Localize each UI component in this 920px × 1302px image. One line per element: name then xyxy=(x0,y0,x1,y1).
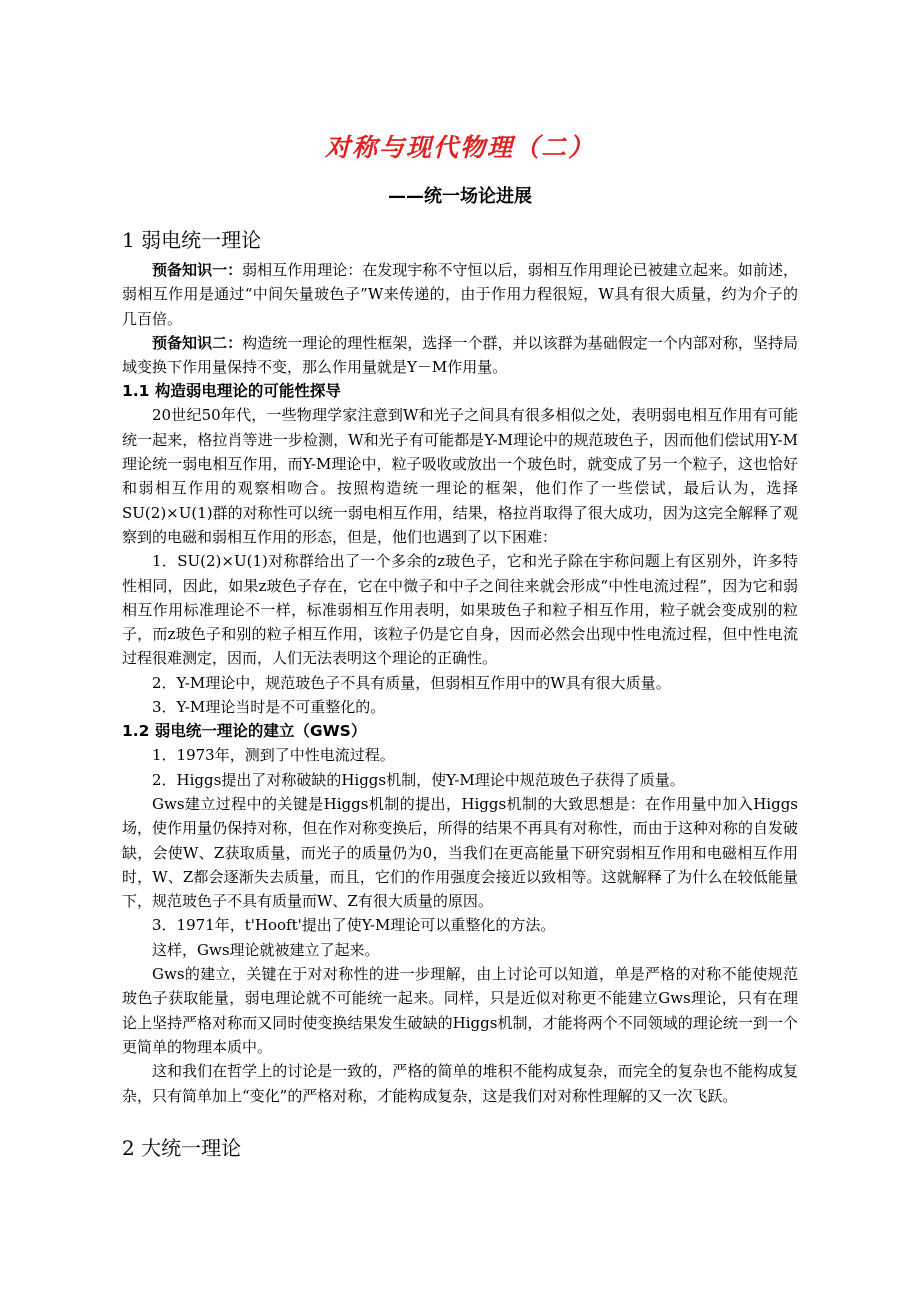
prep-knowledge-1-text: 弱相互作用理论：在发现宇称不守恒以后，弱相互作用理论已被建立起来。如前述，弱相互作用是通过“中间矢量玻色子”W来传递的，由于作用力程很短，W具有很大质量，约为介子的几百倍。 xyxy=(122,261,798,328)
prep-knowledge-2 xyxy=(122,331,798,380)
page-title: 对称与现代物理（二） xyxy=(324,133,595,162)
prep-knowledge-1 xyxy=(122,258,798,331)
subsection-1-2-heading: 1.2 弱电统一理论的建立（GWS） xyxy=(122,722,367,741)
paragraph: 2．Higgs提出了对称破缺的Higgs机制，使Y-M理论中规范玻色子获得了质量。 xyxy=(152,770,685,789)
section-1-heading: 1 弱电统一理论 xyxy=(122,228,262,252)
paragraph: 1．SU(2)×U(1)对称群给出了一个多余的z玻色子，它和光子除在宇称问题上有区别外，许多特性相同，因此，如果z玻色子存在，它在中微子和中子之间往来就会形成“中性电流过程”，因为它和弱相互作用标准理论不一样，标准弱相互作用表明，如果玻色子和粒子相互作用，粒子就会变成别的粒子，而z玻色子和别的粒子相互作用，该粒子仍是它自身，因而必然会出现中性电流过程，但中性电流过程很难测定，因而，人们无法表明这个理论的正确性。 xyxy=(122,552,798,668)
prep-knowledge-2-lead: 预备知识二： xyxy=(152,333,243,352)
paragraph: 20世纪50年代，一些物理学家注意到W和光子之间具有很多相似之处，表明弱电相互作用有可能统一起来，格拉肖等进一步检测，W和光子有可能都是Y-M理论中的规范玻色子，因而他们偿试用Y-M理论统一弱电相互作用，而Y-M理论中，粒子吸收或放出一个玻色时，就变成了另一个粒子，这也恰好和弱相互作用的观察相吻合。按照构造统一理论的框架，他们作了一些偿试，最后认为，选择SU(2)×U(1)群的对称性可以统一弱电相互作用，结果，格拉肖取得了很大成功，因为这完全解释了观察到的电磁和弱相互作用的形态，但是，他们也遇到了以下困难： xyxy=(122,406,798,546)
paragraph: 2．Y-M理论中，规范玻色子不具有质量，但弱相互作用中的W具有很大质量。 xyxy=(152,673,671,692)
paragraph: Gws的建立，关键在于对对称性的进一步理解，由上讨论可以知道，单是严格的对称不能使规范玻色子获取能量，弱电理论就不可能统一起来。同样，只是近似对称更不能建立Gws理论，只有在理论上坚持严格对称而又同时使变换结果发生破缺的Higgs机制，才能将两个不同领域的理论统一到一个更简单的物理本质中。 xyxy=(122,965,798,1056)
paragraph: 3．1971年，t'Hooft'提出了使Y-M理论可以重整化的方法。 xyxy=(152,916,556,935)
subsection-1-1-heading: 1.1 构造弱电理论的可能性探导 xyxy=(122,382,341,401)
paragraph: 3．Y-M理论当时是不可重整化的。 xyxy=(152,698,386,717)
prep-knowledge-1-lead: 预备知识一： xyxy=(152,261,243,279)
paragraph: 这和我们在哲学上的讨论是一致的，严格的简单的堆积不能构成复杂，而完全的复杂也不能构成复杂，只有简单加上“变化”的严格对称，才能构成复杂，这是我们对对称性理解的又一次飞跃。 xyxy=(122,1062,798,1105)
document-body xyxy=(122,226,798,1166)
paragraph: 1．1973年，测到了中性电流过程。 xyxy=(152,746,395,765)
prep-knowledge-2-text: 构造统一理论的理性框架，选择一个群，并以该群为基础假定一个内部对称，坚持局域变换下作用量保持不变，那么作用量就是Y－M作用量。 xyxy=(122,333,798,377)
page-subtitle: ——统一场论进展 xyxy=(388,186,532,207)
paragraph: Gws建立过程中的关键是Higgs机制的提出，Higgs机制的大致思想是：在作用量中加入Higgs场，使作用量仍保持对称，但在作对称变换后，所得的结果不再具有对称性，而由于这种对称的自发破缺，会使W、Z获取质量，而光子的质量仍为0，当我们在更高能量下研究弱相互作用和电磁相互作用时，W、Z都会逐渐失去质量，而且，它们的作用强度会接近以致相等。这就解释了为什么在较低能量下，规范玻色子不具有质量而W、Z有很大质量的原因。 xyxy=(122,794,798,911)
section-2-heading: 2 大统一理论 xyxy=(122,1135,242,1160)
paragraph: 这样，Gws理论就被建立了起来。 xyxy=(152,940,380,959)
